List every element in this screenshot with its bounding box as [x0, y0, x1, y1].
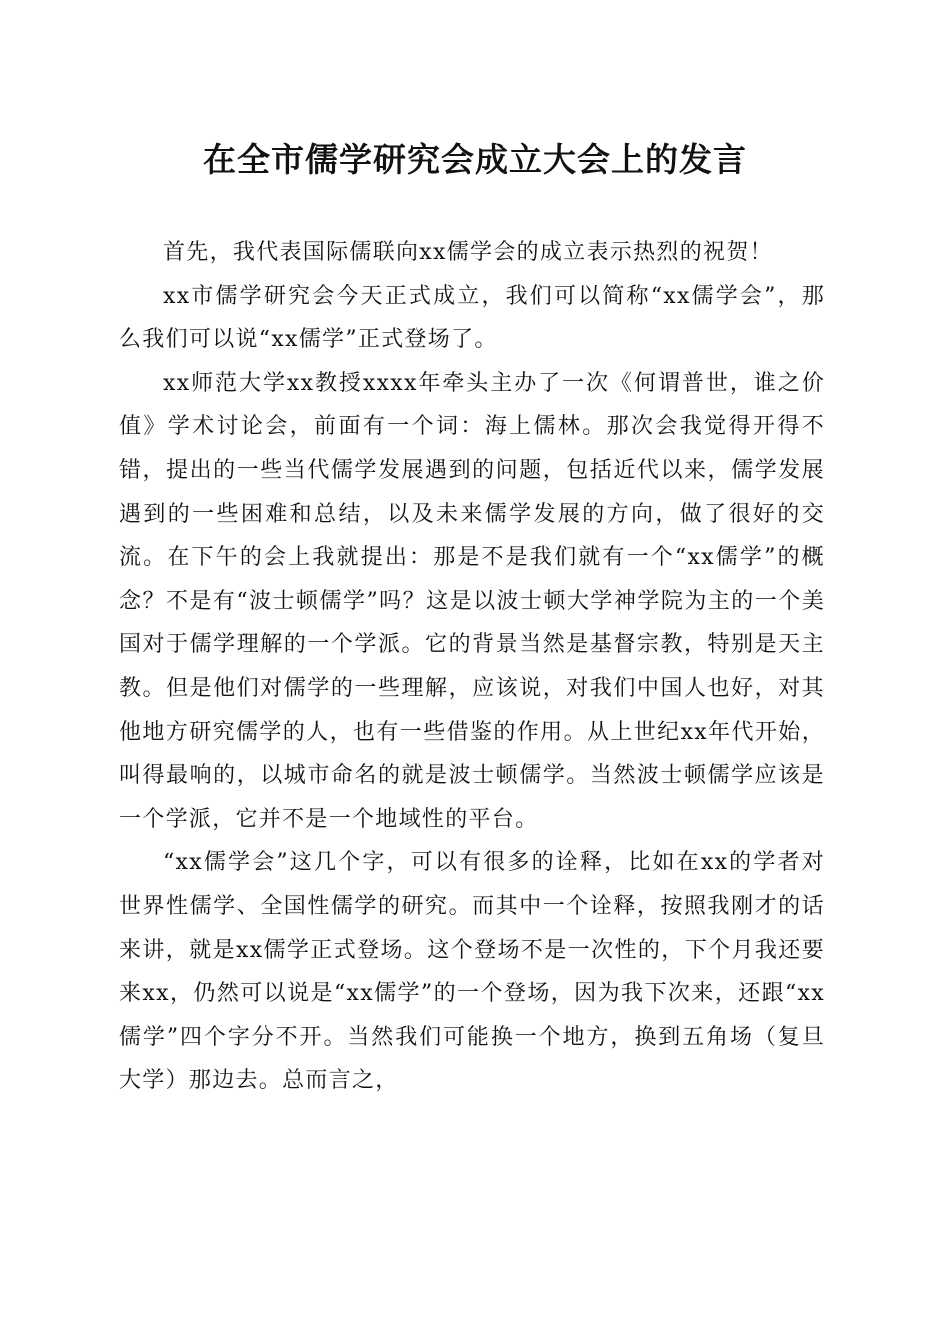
paragraph: xx市儒学研究会今天正式成立，我们可以简称“xx儒学会”，那么我们可以说“xx儒学”正式登场了。 [119, 283, 825, 353]
document-body [119, 231, 825, 1103]
paragraph: 首先，我代表国际儒联向xx儒学会的成立表示热烈的祝贺！ [163, 240, 773, 265]
paragraph: xx师范大学xx教授xxxx年牵头主办了一次《何谓普世，谁之价值》学术讨论会，前面有一个词：海上儒林。那次会我觉得开得不错，提出的一些当代儒学发展遇到的问题，包括近代以来，儒学发展遇到的一些困难和总结，以及未来儒学发展的方向，做了很好的交流。在下午的会上我就提出：那是不是我们就有一个“xx儒学”的概念？不是有“波士顿儒学”吗？这是以波士顿大学神学院为主的一个美国对于儒学理解的一个学派。它的背景当然是基督宗教，特别是天主教。但是他们对儒学的一些理解，应该说，对我们中国人也好，对其他地方研究儒学的人，也有一些借鉴的作用。从上世纪xx年代开始，叫得最响的，以城市命名的就是波士顿儒学。当然波士顿儒学应该是一个学派，它并不是一个地域性的平台。 [119, 370, 825, 832]
document-title: 在全市儒学研究会成立大会上的发言 [203, 140, 747, 179]
paragraph: “xx儒学会”这几个字，可以有很多的诠释，比如在xx的学者对世界性儒学、全国性儒学的研究。而其中一个诠释，按照我刚才的话来讲，就是xx儒学正式登场。这个登场不是一次性的，下个月我还要来xx，仍然可以说是“xx儒学”的一个登场，因为我下次来，还跟“xx儒学”四个字分不开。当然我们可能换一个地方，换到五角场（复旦大学）那边去。总而言之， [119, 850, 825, 1094]
